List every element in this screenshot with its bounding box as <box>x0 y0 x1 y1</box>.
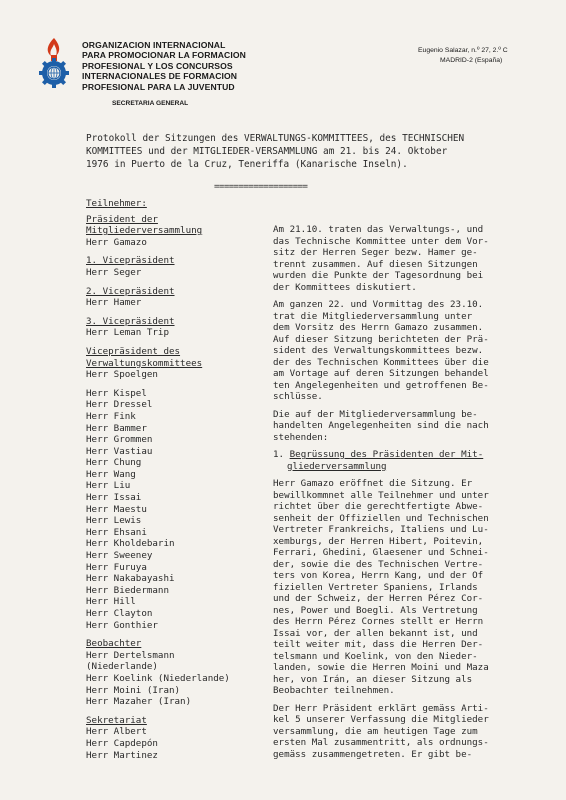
text-line: gemäss zusammengetreten. Er gibt be- <box>273 748 473 760</box>
address-street: Eugenio Salazar, n.º 27, 2.º C <box>418 47 508 54</box>
member-name: Herr Gonthier <box>86 619 158 631</box>
participants-column <box>86 198 276 761</box>
text-line: Beobachter teilnehmen. <box>273 685 395 696</box>
secretariat-name: Herr Capdepón <box>86 737 158 749</box>
text-line: richtet über die gerechtfertigte Abwe- <box>273 501 484 512</box>
text-line: Vertreter Frankreichs, Italiens und Lu- <box>273 524 489 535</box>
member-name: Herr Grommen <box>86 434 153 446</box>
member-name: Herr Sweeney <box>86 550 153 562</box>
member-name: Herr Clayton <box>86 608 153 619</box>
text-line: am Vortage auf deren Sitzungen behandel <box>273 368 489 379</box>
members-list <box>86 388 276 631</box>
text-line: senheit der Offiziellen und Technischen <box>273 512 489 524</box>
member-name: Herr Kispel <box>86 387 147 399</box>
president-heading: Mitgliederversammlung <box>86 225 203 237</box>
member-name: Herr Nakabayashi <box>86 573 175 585</box>
vpc-name: Herr Spoelgen <box>86 369 158 381</box>
member-name: Herr Hill <box>86 596 136 608</box>
text-line: teilt weiter mit, dass die Herren Der- <box>273 639 484 650</box>
observer-name: Herr Dertelsmann <box>86 649 175 661</box>
member-name: Herr Fink <box>86 410 136 422</box>
observer-name: (Niederlande) <box>86 661 158 673</box>
text-line: versammlung, die am heutigen Tage zum <box>273 725 478 737</box>
vp2-heading: 2. Vicepräsident <box>86 285 175 297</box>
org-line: INTERNACIONALES DE FORMACION <box>82 71 238 82</box>
secretariat-list <box>86 726 276 761</box>
org-line: ORGANIZACION INTERNACIONAL <box>82 40 226 50</box>
agenda-item-heading-cont <box>273 461 535 473</box>
paragraph <box>273 409 535 444</box>
title-line: KOMMITTEES und der MITGLIEDER-VERSAMMLUNG am 21. bis 24. Oktober <box>86 146 448 157</box>
observers-list <box>86 650 276 708</box>
text-line: sident des Verwaltungskommittees bezw. <box>273 345 484 356</box>
observer-name: Herr Mazaher (Iran) <box>86 696 192 708</box>
text-line: dem Vorsitz des Herrn Gamazo zusammen. <box>273 322 484 333</box>
text-line: Auf dieser Sitzung berichteten der Prä- <box>273 333 489 345</box>
president-name: Herr Gamazo <box>86 236 147 248</box>
text-line: das Technische Kommittee unter dem Vor- <box>273 235 489 247</box>
text-line: trat die Mitgliederversammlung unter <box>273 310 473 322</box>
text-line: telsmann und Koelink, von den Nieder- <box>273 650 478 662</box>
vp3-name: Herr Leman Trip <box>86 327 169 339</box>
gear-icon <box>39 58 69 88</box>
vp1-heading: 1. Vicepräsident <box>86 255 175 267</box>
vpc-heading: Verwaltungskommittees <box>86 357 203 369</box>
agenda-item-title: Begrüssung des Präsidenten der Mit- <box>289 449 484 460</box>
text-line: Ferrari, Ghedini, Glaesener und Schnei- <box>273 547 489 558</box>
address-block <box>418 46 508 66</box>
member-name: Herr Dressel <box>86 399 153 411</box>
text-line: wurden die Punkte der Tagesordnung bei <box>273 270 484 281</box>
member-name: Herr Maestu <box>86 503 147 515</box>
text-line: handelten Angelegenheiten sind die nach <box>273 420 489 431</box>
text-line: Issai vor, der allen bekannt ist, und <box>273 627 478 639</box>
text-line: Der Herr Präsident erklärt gemäss Arti- <box>273 702 489 714</box>
vp3-heading: 3. Vicepräsident <box>86 315 175 327</box>
secretaria-general: SECRETARIA GENERAL <box>112 100 189 107</box>
org-line: PROFESIONAL Y LOS CONCURSOS <box>82 60 233 71</box>
member-name: Herr Biedermann <box>86 584 169 596</box>
member-name: Herr Liu <box>86 480 131 492</box>
paragraph <box>273 224 535 293</box>
text-line: kel 5 unserer Verfassung die Mitglieder <box>273 714 489 725</box>
text-line: trennt zusammen. Auf diesen Sitzungen <box>273 258 478 270</box>
text-line: xemburgs, der Herren Hibert, Poitevin, <box>273 535 484 547</box>
organization-name <box>82 40 246 92</box>
text-line: der, sowie die des Technischen Vertre- <box>273 558 484 570</box>
text-line: des Herrn Pérez Cornes stellt er Herrn <box>273 616 484 627</box>
text-line: her, von Irán, an dieser Sitzung als <box>273 673 473 685</box>
text-line: der Kommittees diskutiert. <box>273 281 417 293</box>
org-line: PARA PROMOCIONAR LA FORMACION <box>82 50 246 61</box>
vpc-heading: Vicepräsident des <box>86 345 181 357</box>
member-name: Herr Furuya <box>86 561 147 573</box>
text-line: stehenden: <box>273 431 329 443</box>
text-line: Am ganzen 22. und Vormittag des 23.10. <box>273 299 484 310</box>
text-line: nes, Power und Boegli. Als Vertretung <box>273 604 478 616</box>
text-line: schlüsse. <box>273 391 323 402</box>
member-name: Herr Issai <box>86 492 142 504</box>
text-line: Am 21.10. traten das Verwaltungs-, und <box>273 224 484 235</box>
observer-name: Herr Koelink (Niederlande) <box>86 672 230 684</box>
secretariat-heading: Sekretariat <box>86 714 147 726</box>
member-name: Herr Lewis <box>86 515 142 527</box>
member-name: Herr Kholdebarin <box>86 538 175 550</box>
paragraph <box>273 299 535 403</box>
organization-logo <box>34 36 74 88</box>
paragraph <box>273 703 535 761</box>
address-city: MADRID-2 (España) <box>440 57 503 64</box>
secretariat-name: Herr Albert <box>86 726 147 738</box>
secretariat-name: Herr Martinez <box>86 749 158 761</box>
org-line: PROFESIONAL PARA LA JUVENTUD <box>82 81 235 92</box>
text-line: und der Schweiz, der Herren Pérez Cor- <box>273 593 484 604</box>
agenda-item-heading <box>273 449 535 461</box>
minutes-text-column <box>273 224 535 760</box>
president-heading: Präsident der <box>86 213 158 225</box>
title-line: 1976 in Puerto de la Cruz, Teneriffa (Kanarische Inseln). <box>86 159 408 170</box>
participants-heading: Teilnehmer: <box>86 198 147 209</box>
vp2-name: Herr Hamer <box>86 297 142 309</box>
member-name: Herr Wang <box>86 468 136 480</box>
flame-icon <box>48 38 59 56</box>
text-line: ersten Mal zusammentritt, als ordnungs- <box>273 737 489 748</box>
member-name: Herr Ehsani <box>86 526 147 538</box>
text-line: sitz der Herren Seger bezw. Hamer ge- <box>273 247 478 258</box>
text-line: ten Angelegenheiten und getroffenen Be- <box>273 379 489 391</box>
text-line: ters von Korea, Herrn Kang, und der Of <box>273 570 484 581</box>
text-line: Herr Gamazo eröffnet die Sitzung. Er <box>273 478 473 489</box>
vp1-name: Herr Seger <box>86 266 142 278</box>
title-line: Protokoll der Sitzungen des VERWALTUNGS-KOMMITTEES, des TECHNISCHEN <box>86 133 465 144</box>
agenda-item-title: gliederversammlung <box>287 460 387 472</box>
agenda-item-number: 1. <box>273 449 285 460</box>
member-name: Herr Bammer <box>86 422 147 434</box>
text-line: der des Technischen Kommittees über die <box>273 356 489 368</box>
observer-name: Herr Moini (Iran) <box>86 684 181 696</box>
member-name: Herr Chung <box>86 457 142 469</box>
text-line: bewillkommnet alle Teilnehmer und unter <box>273 489 489 501</box>
paragraph <box>273 478 535 697</box>
text-line: landen, sowie die Herren Moini und Maza <box>273 662 489 673</box>
title-separator: =================== <box>214 182 308 192</box>
observers-heading: Beobachter <box>86 638 142 650</box>
text-line: fiziellen Vertreter Spaniens, Irlands <box>273 581 478 593</box>
text-line: Die auf der Mitgliederversammlung be- <box>273 408 478 420</box>
document-title <box>86 132 526 171</box>
member-name: Herr Vastiau <box>86 445 153 457</box>
